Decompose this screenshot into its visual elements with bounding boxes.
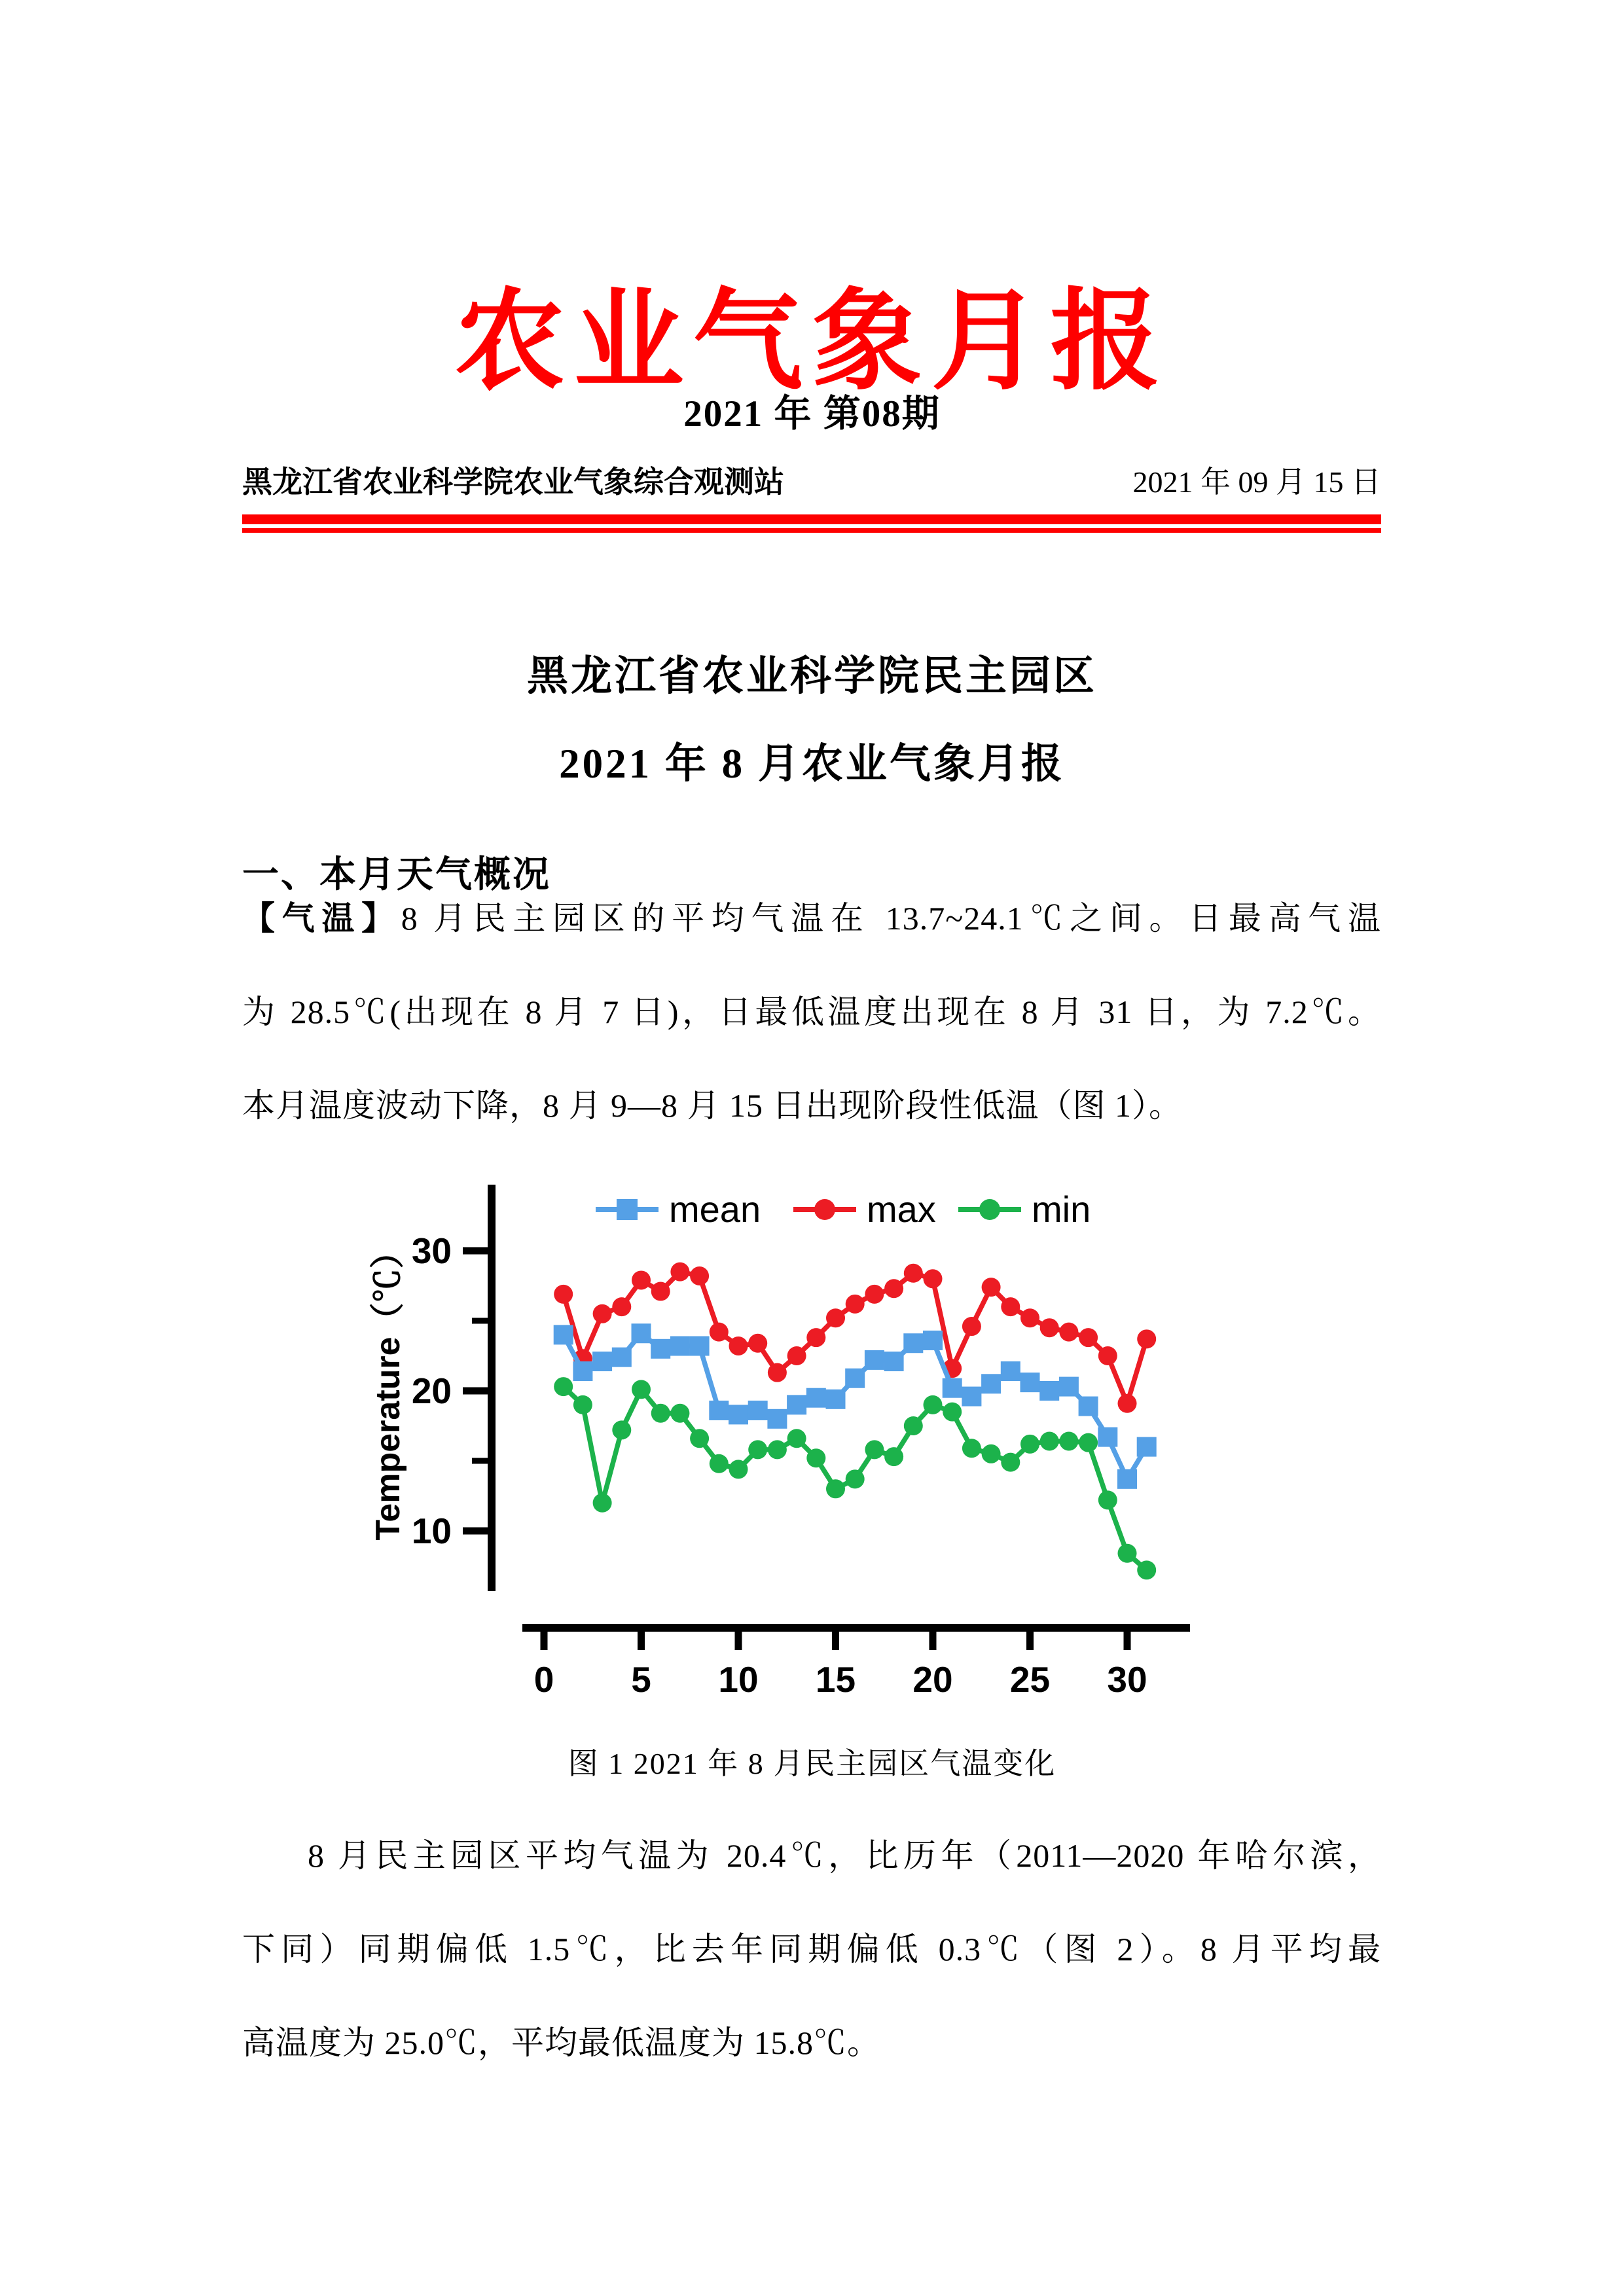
data-point-max xyxy=(632,1270,651,1289)
data-point-max xyxy=(1098,1346,1117,1365)
data-point-min xyxy=(787,1429,806,1448)
data-point-max xyxy=(787,1346,806,1365)
data-point-mean xyxy=(748,1401,768,1420)
x-tick-label: 0 xyxy=(533,1659,554,1700)
data-point-max xyxy=(729,1336,748,1355)
data-point-mean xyxy=(923,1331,943,1350)
data-point-min xyxy=(962,1439,981,1458)
data-point-min xyxy=(690,1429,709,1448)
data-point-mean xyxy=(962,1387,981,1407)
data-point-mean xyxy=(865,1350,884,1370)
x-tick-label: 5 xyxy=(631,1659,651,1700)
data-point-max xyxy=(1040,1318,1059,1337)
data-point-mean xyxy=(1117,1469,1137,1489)
data-point-max xyxy=(826,1308,845,1327)
data-point-mean xyxy=(1020,1372,1040,1392)
para1-line3: 本月温度波动下降，8 月 9—8 月 15 日出现阶段性低温（图 1）。 xyxy=(242,1087,1182,1124)
data-point-max xyxy=(806,1328,825,1347)
data-point-max xyxy=(1020,1308,1039,1327)
data-point-min xyxy=(729,1460,748,1479)
issue-line: 2021 年 第08期 xyxy=(683,393,941,435)
data-point-min xyxy=(1059,1432,1078,1451)
para1-line1-text: 8 月民主园区的平均气温在 13.7~24.1℃之间。日最高气温 xyxy=(401,900,1381,937)
data-point-max xyxy=(1118,1394,1137,1413)
data-point-min xyxy=(826,1479,845,1498)
data-point-mean xyxy=(729,1405,748,1424)
data-point-mean xyxy=(651,1339,670,1359)
data-point-max xyxy=(884,1279,903,1298)
report-heading-line2: 2021 年 8 月农业气象月报 xyxy=(559,741,1065,787)
data-point-max xyxy=(670,1263,689,1282)
data-point-max xyxy=(865,1285,884,1304)
data-point-min xyxy=(924,1395,943,1414)
legend-marker-max xyxy=(814,1199,835,1220)
data-point-min xyxy=(982,1444,1001,1463)
data-point-mean xyxy=(903,1333,923,1353)
data-point-min xyxy=(651,1404,670,1423)
data-point-mean xyxy=(690,1336,710,1356)
para2-line1: 8 月民主园区平均气温为 20.4℃，比历年（2011—2020 年哈尔滨， xyxy=(308,1837,1381,1874)
x-axis-ticks xyxy=(534,1628,1147,1700)
data-point-mean xyxy=(612,1348,632,1367)
data-point-max xyxy=(768,1363,787,1382)
data-point-max xyxy=(962,1317,981,1336)
data-point-mean xyxy=(632,1323,651,1343)
chart-series-mean xyxy=(554,1323,1157,1489)
data-point-mean xyxy=(709,1401,729,1420)
y-tick-label: 30 xyxy=(411,1230,452,1271)
para1-label: 【气温】 xyxy=(242,900,401,937)
figure1-chart-svg xyxy=(367,1168,1237,1731)
data-point-max xyxy=(554,1285,573,1304)
paragraph-temperature xyxy=(242,872,1381,1153)
data-point-mean xyxy=(767,1409,787,1429)
data-point-mean xyxy=(845,1369,865,1388)
y-tick-label: 10 xyxy=(411,1511,452,1551)
para1-line1 xyxy=(242,872,1381,965)
data-point-max xyxy=(1079,1328,1098,1347)
legend-label-max: max xyxy=(867,1189,936,1230)
data-point-min xyxy=(806,1448,825,1467)
data-point-min xyxy=(1098,1490,1117,1509)
data-point-min xyxy=(1137,1560,1156,1579)
data-point-min xyxy=(865,1440,884,1459)
paragraph-summary xyxy=(242,1809,1381,2090)
x-tick-label: 15 xyxy=(815,1659,856,1700)
data-point-max xyxy=(1001,1297,1020,1316)
data-point-min xyxy=(904,1416,923,1435)
data-point-mean xyxy=(554,1325,573,1344)
data-point-mean xyxy=(806,1388,826,1408)
data-point-min xyxy=(670,1404,689,1423)
data-point-min xyxy=(554,1377,573,1396)
data-point-mean xyxy=(592,1352,612,1371)
data-point-min xyxy=(632,1380,651,1399)
report-heading-line1: 黑龙江省农业科学院民主园区 xyxy=(527,653,1097,700)
data-point-mean xyxy=(884,1352,904,1371)
data-point-max xyxy=(710,1323,729,1342)
y-axis-title: Temperature（℃） xyxy=(369,1234,407,1541)
y-axis-ticks xyxy=(412,1230,492,1551)
legend-label-min: min xyxy=(1032,1189,1091,1230)
report-title: 农业气象月报 xyxy=(454,281,1170,403)
data-point-min xyxy=(943,1403,962,1422)
publish-date: 2021 年 09 月 15 日 xyxy=(1132,465,1381,499)
data-point-min xyxy=(768,1440,787,1459)
data-point-max xyxy=(612,1297,631,1316)
section1-title: 一、本月天气概况 xyxy=(242,855,551,895)
x-tick-label: 30 xyxy=(1107,1659,1147,1700)
data-point-mean xyxy=(1137,1437,1157,1457)
legend-marker-min xyxy=(979,1199,1000,1220)
data-point-max xyxy=(904,1264,923,1283)
data-point-min xyxy=(1020,1435,1039,1454)
data-point-max xyxy=(846,1295,865,1314)
data-point-mean xyxy=(1001,1361,1020,1381)
org-name: 黑龙江省农业科学院农业气象综合观测站 xyxy=(242,465,784,499)
data-point-min xyxy=(573,1395,592,1414)
data-point-min xyxy=(748,1440,767,1459)
figure1-temperature-chart xyxy=(367,1168,1237,1731)
data-point-mean xyxy=(670,1336,690,1356)
data-point-max xyxy=(593,1304,612,1323)
data-point-min xyxy=(884,1447,903,1466)
figure1-caption: 图 1 2021 年 8 月民主园区气温变化 xyxy=(568,1747,1056,1780)
data-point-min xyxy=(1118,1544,1137,1563)
data-point-min xyxy=(593,1494,612,1513)
legend-label-mean: mean xyxy=(669,1189,761,1230)
red-rule-thick xyxy=(242,514,1381,524)
data-point-mean xyxy=(981,1374,1001,1393)
data-point-mean xyxy=(1039,1381,1059,1401)
x-tick-label: 20 xyxy=(912,1659,953,1700)
data-point-max xyxy=(651,1282,670,1301)
data-point-mean xyxy=(573,1361,592,1381)
data-point-mean xyxy=(787,1395,806,1414)
data-point-mean xyxy=(1079,1397,1098,1416)
byline xyxy=(242,458,1381,501)
chart-series-min xyxy=(554,1377,1156,1579)
data-point-max xyxy=(690,1266,709,1285)
data-point-mean xyxy=(943,1378,962,1398)
data-point-max xyxy=(1137,1329,1156,1348)
legend-marker-mean xyxy=(617,1199,638,1220)
data-point-max xyxy=(982,1278,1001,1297)
data-point-mean xyxy=(1098,1427,1117,1447)
para1-line2: 为 28.5℃(出现在 8 月 7 日)，日最低温度出现在 8 月 31 日，为 7.2℃。 xyxy=(242,994,1381,1030)
x-tick-label: 10 xyxy=(718,1659,759,1700)
double-red-rule xyxy=(242,514,1381,533)
y-tick-label: 20 xyxy=(411,1371,452,1411)
data-point-min xyxy=(710,1454,729,1473)
data-point-min xyxy=(612,1420,631,1439)
data-point-min xyxy=(1001,1453,1020,1472)
data-point-max xyxy=(1059,1323,1078,1342)
data-point-max xyxy=(748,1334,767,1353)
data-point-min xyxy=(1040,1432,1059,1451)
red-rule-thin xyxy=(242,528,1381,533)
data-point-mean xyxy=(1059,1377,1079,1397)
x-tick-label: 25 xyxy=(1009,1659,1051,1700)
data-point-min xyxy=(846,1469,865,1488)
data-point-min xyxy=(1079,1433,1098,1452)
data-point-mean xyxy=(826,1390,846,1409)
chart-legend xyxy=(596,1189,1091,1230)
para2-line3: 高温度为 25.0℃，平均最低温度为 15.8℃。 xyxy=(242,2024,880,2061)
data-point-max xyxy=(924,1269,943,1288)
para2-line2: 下同）同期偏低 1.5℃，比去年同期偏低 0.3℃（图 2）。8 月平均最 xyxy=(242,1931,1381,1967)
